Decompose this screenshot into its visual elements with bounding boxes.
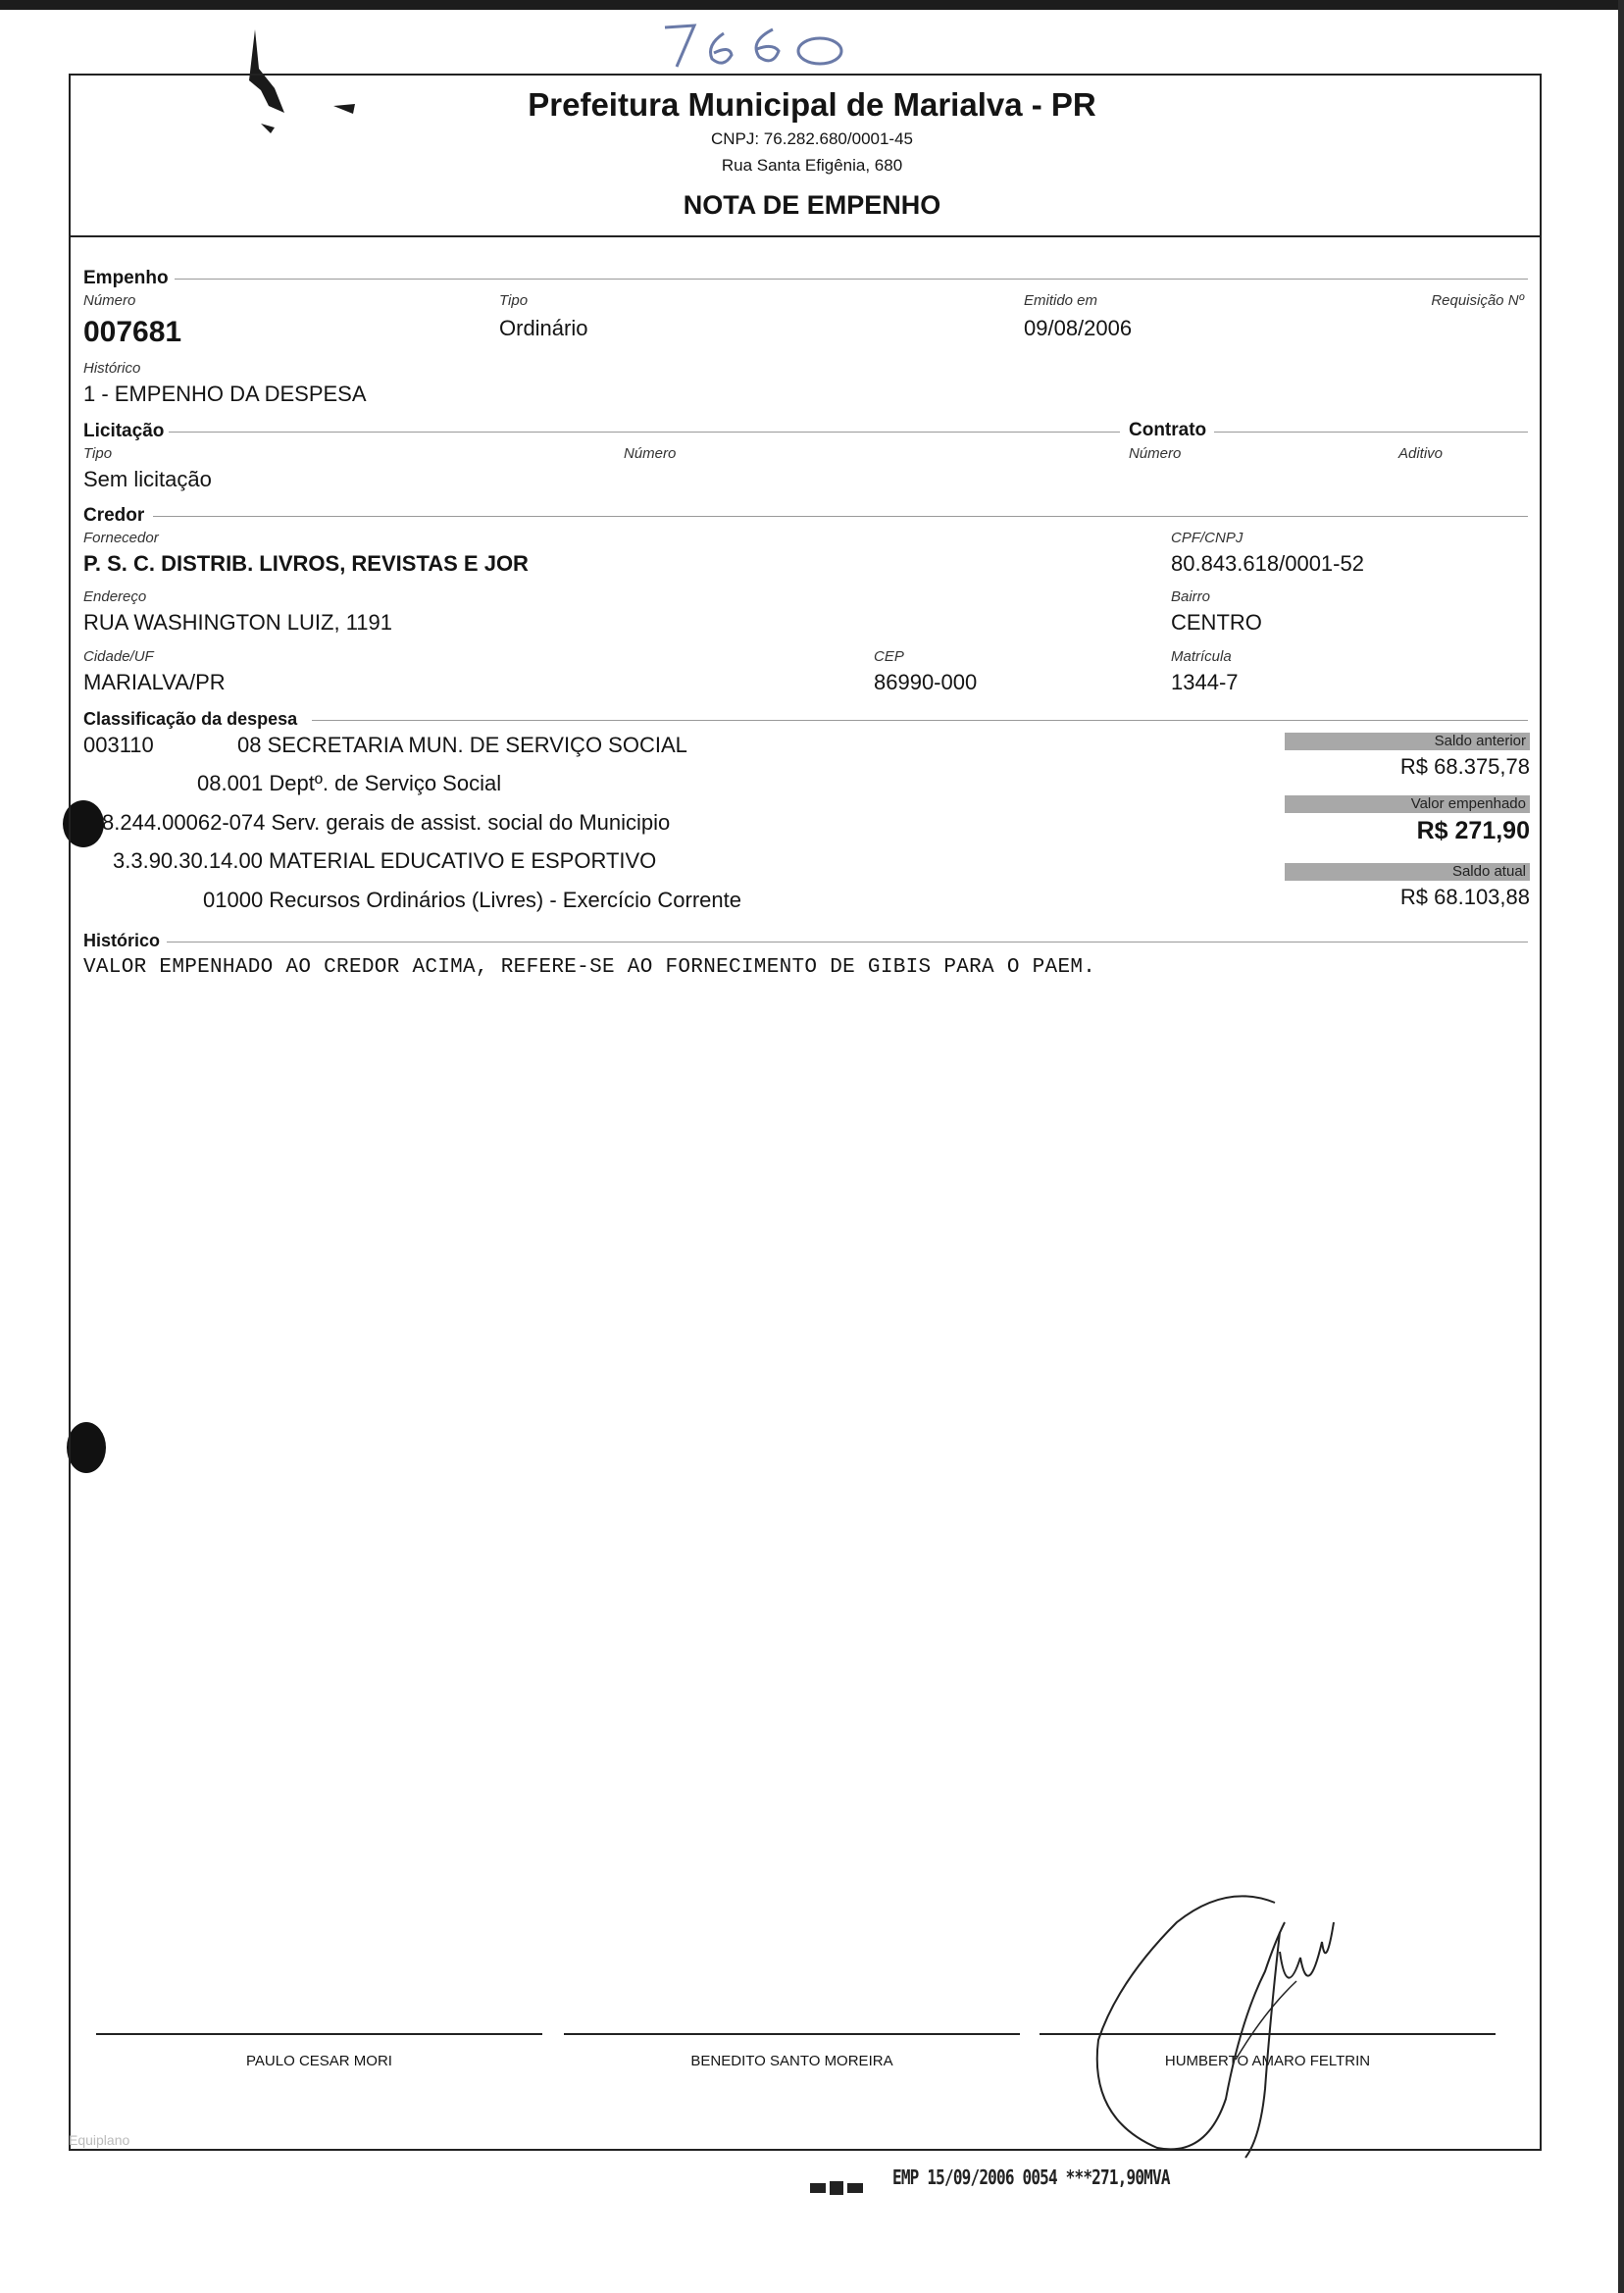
scan-right-edge xyxy=(1618,0,1624,2293)
section-historico: Histórico xyxy=(83,931,161,950)
section-contrato: Contrato xyxy=(1129,420,1207,440)
document-title: NOTA DE EMPENHO xyxy=(683,190,941,220)
handwritten-signature xyxy=(1069,1863,1393,2177)
classificacao-code: 003110 xyxy=(83,733,154,757)
matricula-value: 1344-7 xyxy=(1171,670,1239,694)
numero-label: Número xyxy=(83,292,136,309)
licitacao-tipo-label: Tipo xyxy=(83,445,113,462)
section-empenho: Empenho xyxy=(83,268,169,288)
licitacao-tipo: Sem licitação xyxy=(83,467,212,491)
section-credor: Credor xyxy=(83,505,145,526)
section-rule xyxy=(1214,432,1528,433)
cep-value: 86990-000 xyxy=(874,670,978,694)
empenho-historico: 1 - EMPENHO DA DESPESA xyxy=(83,382,367,406)
cep-label: CEP xyxy=(874,648,904,665)
fornecedor-label: Fornecedor xyxy=(83,530,159,546)
scan-top-edge xyxy=(0,0,1624,10)
tipo-label: Tipo xyxy=(499,292,529,309)
contrato-aditivo-label: Aditivo xyxy=(1398,445,1444,462)
section-rule xyxy=(312,720,1528,721)
saldo-anterior-label: Saldo anterior xyxy=(1285,733,1530,750)
signature-line xyxy=(96,2033,542,2035)
bairro-label: Bairro xyxy=(1171,588,1211,605)
section-licitacao: Licitação xyxy=(83,421,165,441)
bairro-value: CENTRO xyxy=(1171,610,1262,635)
classificacao-natureza: 3.3.90.30.14.00 MATERIAL EDUCATIVO E ESPORTIVO xyxy=(113,848,657,873)
classificacao-funcional: 8.244.00062-074 Serv. gerais de assist. social do Municipio xyxy=(102,810,671,835)
handwritten-number xyxy=(647,16,863,75)
cpf-label: CPF/CNPJ xyxy=(1171,530,1243,546)
historico-label: Histórico xyxy=(83,360,141,377)
classificacao-recurso: 01000 Recursos Ordinários (Livres) - Exercício Corrente xyxy=(203,888,741,912)
licitacao-numero-label: Número xyxy=(624,445,677,462)
address: Rua Santa Efigênia, 680 xyxy=(721,156,903,175)
section-rule xyxy=(175,279,1528,280)
matricula-label: Matrícula xyxy=(1171,648,1232,665)
header-divider xyxy=(71,235,1540,237)
saldo-atual-label: Saldo atual xyxy=(1285,863,1530,881)
requisicao-label: Requisição Nº xyxy=(1431,292,1524,309)
cidade-label: Cidade/UF xyxy=(83,648,154,665)
valor-empenhado-value: R$ 271,90 xyxy=(1416,817,1530,844)
valor-empenhado-label: Valor empenhado xyxy=(1285,795,1530,813)
signature-name-1: PAULO CESAR MORI xyxy=(246,2053,392,2069)
contrato-numero-label: Número xyxy=(1129,445,1182,462)
section-rule xyxy=(167,942,1528,943)
page-title: Prefeitura Municipal de Marialva - PR xyxy=(528,86,1096,123)
endereco-label: Endereço xyxy=(83,588,147,605)
saldo-anterior-value: R$ 68.375,78 xyxy=(1399,754,1530,779)
cpf-value: 80.843.618/0001-52 xyxy=(1171,551,1364,576)
signature-name-3: HUMBERTO AMARO FELTRIN xyxy=(1164,2053,1371,2069)
empenho-numero: 007681 xyxy=(83,316,182,348)
endereco-value: RUA WASHINGTON LUIZ, 1191 xyxy=(83,610,393,635)
mechanical-stamp: EMP 15/09/2006 0054 ***271,90MVA xyxy=(892,2166,1170,2189)
classificacao-departamento: 08.001 Deptº. de Serviço Social xyxy=(197,771,502,795)
section-rule xyxy=(153,516,1528,517)
saldo-atual-value: R$ 68.103,88 xyxy=(1399,885,1530,909)
signature-line xyxy=(564,2033,1020,2035)
signature-name-2: BENEDITO SANTO MOREIRA xyxy=(690,2053,893,2069)
historico-text: VALOR EMPENHADO AO CREDOR ACIMA, REFERE-SE AO FORNECIMENTO DE GIBIS PARA O PAEM. xyxy=(83,956,1096,979)
emitido-date: 09/08/2006 xyxy=(1024,316,1133,340)
fornecedor-name: P. S. C. DISTRIB. LIVROS, REVISTAS E JOR xyxy=(83,551,529,576)
cnpj: CNPJ: 76.282.680/0001-45 xyxy=(710,129,914,148)
software-brand: Equiplano xyxy=(69,2132,130,2148)
cidade-value: MARIALVA/PR xyxy=(83,670,226,694)
section-classificacao: Classificação da despesa xyxy=(83,709,298,729)
classificacao-secretaria: 08 SECRETARIA MUN. DE SERVIÇO SOCIAL xyxy=(237,733,687,757)
handwritten-number-drawing xyxy=(647,16,863,75)
empenho-tipo: Ordinário xyxy=(499,316,588,340)
stamp-logo-mark xyxy=(810,2179,865,2197)
section-rule xyxy=(169,432,1120,433)
emitido-label: Emitido em xyxy=(1024,292,1098,309)
